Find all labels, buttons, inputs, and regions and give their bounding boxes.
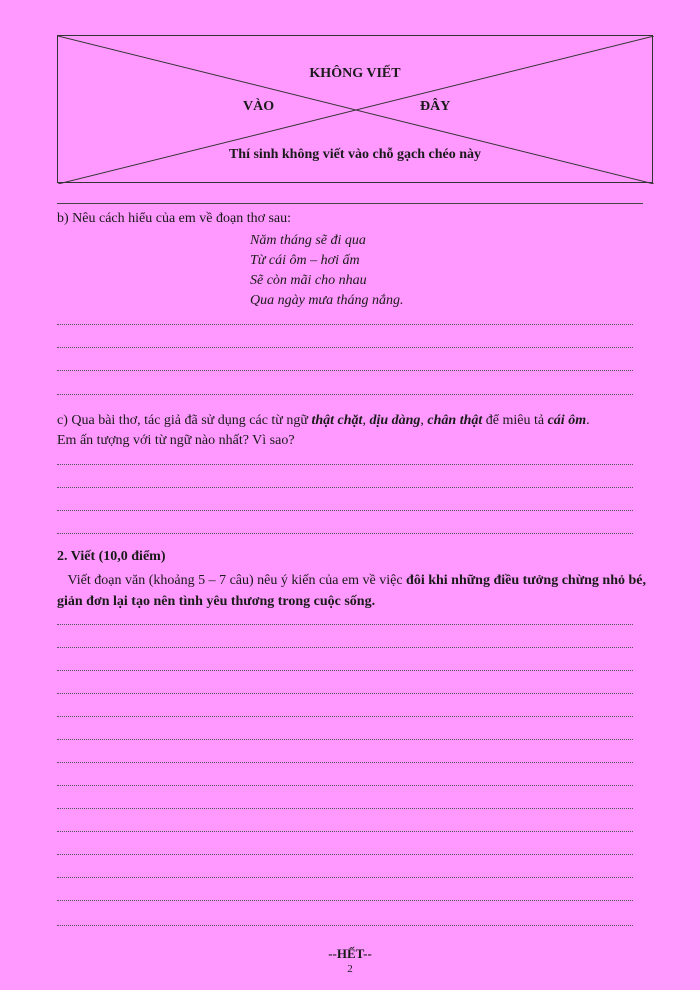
answer-line[interactable] — [57, 464, 633, 465]
keyword-that-chat: thật chặt — [311, 413, 363, 428]
answer-line[interactable] — [57, 739, 633, 740]
answer-line[interactable] — [57, 670, 633, 671]
answer-line[interactable] — [57, 831, 633, 832]
answer-line[interactable] — [57, 785, 633, 786]
section-2-prompt: Viết đoạn văn (khoảng 5 – 7 câu) nêu ý kiến của em về việc đôi khi những điều tưởng chừng nhỏ bé, giản đơn lại tạo nên tình yêu thương trong cuộc sống. — [57, 573, 646, 609]
box-title: KHÔNG VIẾT — [309, 66, 401, 81]
answer-line[interactable] — [57, 854, 633, 855]
poem — [250, 231, 403, 311]
answer-line[interactable] — [57, 624, 633, 625]
box-note: Thí sinh không viết vào chỗ gạch chéo này — [228, 147, 482, 162]
answer-line[interactable] — [57, 808, 633, 809]
page-number: 2 — [347, 963, 353, 975]
answer-line[interactable] — [57, 762, 633, 763]
section-2-title: 2. Viết (10,0 điểm) — [57, 549, 166, 564]
box-right-label: ĐÂY — [420, 99, 451, 114]
poem-line: Từ cái ôm – hơi ấm — [250, 253, 360, 268]
answer-line[interactable] — [57, 370, 633, 371]
answer-line[interactable] — [57, 647, 633, 648]
question-c-line2: Em ấn tượng với từ ngữ nào nhất? Vì sao? — [57, 433, 295, 448]
keyword-cai-om: cái ôm — [547, 413, 587, 428]
keyword-chan-that: chân thật — [427, 413, 483, 428]
answer-line[interactable] — [57, 716, 633, 717]
answer-line[interactable] — [57, 347, 633, 348]
question-c: c) Qua bài thơ, tác giả đã sử dụng các từ ngữ thật chặt, dịu dàng, chân thật để miêu tả cái ôm. — [57, 413, 590, 428]
do-not-write-box — [57, 35, 653, 183]
answer-line[interactable] — [57, 510, 633, 511]
keyword-diu-dang: dịu dàng — [369, 413, 421, 428]
answer-line[interactable] — [57, 533, 633, 534]
prompt-topic: đôi khi những điều tưởng chừng nhỏ bé, giản đơn lại tạo nên tình yêu thương trong cuộc sống. — [57, 573, 646, 609]
answer-line[interactable] — [57, 693, 633, 694]
end-marker: --HẾT-- — [328, 946, 372, 961]
poem-line: Qua ngày mưa tháng nắng. — [250, 293, 404, 308]
box-left-label: VÀO — [243, 99, 275, 114]
answer-line[interactable] — [57, 900, 633, 901]
answer-line[interactable] — [57, 394, 633, 395]
divider-line — [57, 203, 643, 204]
poem-line: Sẽ còn mãi cho nhau — [250, 273, 367, 288]
answer-line[interactable] — [57, 487, 633, 488]
question-b: b) Nêu cách hiểu của em về đoạn thơ sau: — [57, 211, 292, 226]
answer-line[interactable] — [57, 925, 633, 926]
answer-line[interactable] — [57, 877, 633, 878]
poem-line: Năm tháng sẽ đi qua — [250, 233, 366, 248]
answer-line[interactable] — [57, 324, 633, 325]
